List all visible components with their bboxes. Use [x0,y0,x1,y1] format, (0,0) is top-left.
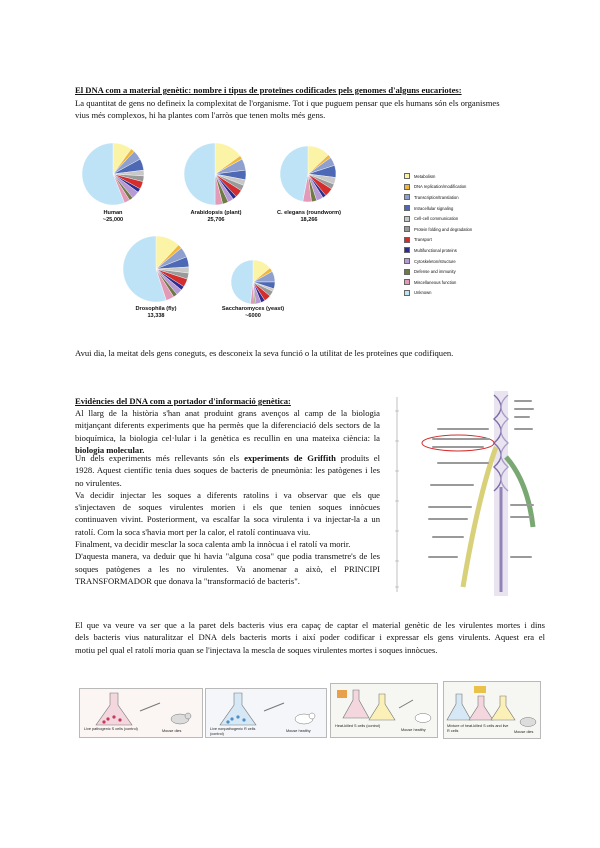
genome-name: Human [103,210,123,216]
section2-para3 [75,619,545,656]
legend-item [404,266,524,277]
legend-item [404,245,524,256]
section2-para2 [75,452,380,587]
legend-label: Transport [414,237,432,243]
section1-intro [75,97,540,122]
panel-caption: Live pathogenic S cells (control) [84,727,138,731]
legend-swatch [404,184,410,190]
para-line: no virulentes. [75,477,122,488]
griffith-term: experiments de Griffith [244,453,336,463]
pie-label-celegans [263,210,355,224]
para-line: Finalment, va decidir mesclar la soca calenta amb la innòcua i el ratolí va morir. [75,539,351,550]
gene-count: 13,338 [147,313,165,319]
legend-label: Transcription/translation [414,194,459,200]
pie-chart [82,143,144,205]
legend-label: DNA replication/modification [414,184,467,190]
gene-count: ~6000 [245,313,261,319]
genome-name: Saccharomyces (yeast) [221,306,285,312]
intro-line: vius més complexos, hi ha plantes com l'arròs que tenen molts més gens. [75,110,326,121]
genome-name: C. elegans (roundworm) [276,210,342,216]
para-line: soques patògenes a les no virulentes. Va anomenar a això, el PRINCIPI [75,563,380,574]
legend-swatch [404,194,410,200]
para-text: Un dels experiments més rellevants són els [75,453,245,463]
pie-slice [280,146,308,202]
genome-name: Drosophila (fly) [135,306,177,312]
legend-label: Unknown [414,290,432,296]
pie-label-saccharomyces [203,306,303,320]
legend-item [404,213,524,224]
legend-item [404,256,524,267]
pie-label-human [78,210,148,224]
pie-charts [75,138,405,330]
para-line: 1928. Aquest científic tenia dues soques de bacteris de pneumònia: les patògenes i les [75,465,380,476]
section1-closing: Avui dia, la meitat dels gens coneguts, es desconeix la seva funció o la utilitat de les proteïnes que codifiquen. [75,348,454,358]
pie-chart [184,143,246,205]
legend-label: Multifunctional proteins [414,247,457,253]
griffith-panel-2 [205,688,327,738]
legend-swatch [404,226,410,232]
pie-slice [231,260,253,304]
pie-chart [231,260,275,304]
para-line: Va decidir injectar les soques a diferents ratolins i va observar que els que [75,489,380,500]
genome-pie-figure [75,138,540,330]
legend-item [404,277,524,288]
panel-result: Mouse healthy [401,728,426,732]
intro-line: La quantitat de gens no defineix la complexitat de l'organisme. Tot i que puguem pensar que els humans són els organismes [75,98,500,108]
para-line: mitjançant diferents experiments que ha permès que la diferenciació dels sectors de la [75,420,380,431]
timeline-illustration [393,387,538,602]
legend-item [404,288,524,299]
legend-label: Cytoskeleton/structure [414,258,456,264]
panel-result: Mouse dies [162,729,182,733]
pie-legend [404,171,524,298]
pie-slice [184,143,215,205]
genome-name: Arabidopsis (plant) [190,210,242,216]
pie-chart [123,236,189,302]
legend-swatch [404,269,410,275]
para-bold-term: biologia molecular. [75,444,145,455]
para-line: TRANSFORMADOR que donava la "transformació de bacteris". [75,575,300,586]
gene-count: 18,266 [300,217,318,223]
section2-title: Evidències del DNA com a portador d'informació genètica: [75,396,291,406]
panel-result: Mouse dies [514,730,534,734]
legend-label: Miscellaneous function [414,279,457,285]
legend-item [404,171,524,182]
pie-label-drosophila [119,306,193,320]
legend-swatch [404,247,410,253]
griffith-panel-4 [443,681,541,739]
griffith-panel-1 [79,688,203,738]
gene-count: ~25,000 [102,217,124,223]
para-line: D'aquesta manera, va deduir que hi havia "alguna cosa" que podia transmetre's de les [75,551,380,562]
legend-swatch [404,205,410,211]
legend-label: Metabolism [414,173,436,179]
section1-title: El DNA com a material genètic: nombre i tipus de proteïnes codificades pels genomes d'alguns eucariotes: [75,85,462,95]
para-line: Al llarg de la història s'han anat produint grans avenços al camp de la biologia [75,408,380,418]
legend-label: Cell-cell communication [414,216,459,222]
legend-swatch [404,290,410,296]
legend-swatch [404,216,410,222]
para-line: motiu pel qual el ratolí moria quan se l'injectava la mescla de soques virulentes mortes i soques innòcues. [75,644,438,655]
para-line: continuaven vivint. Posteriorment, va escalfar la soca virulenta i va injectar-la a un [75,514,380,525]
griffith-panel-3 [330,683,438,738]
para-line: dels bacteris vius naturalitzar el DNA dels bacteris morts i així poder codificar i expressar els gens virulents. Aquest era el [75,632,545,643]
panel-caption: Live nonpathogenic R cells (control) [210,727,256,736]
para-line: El que va veure va ser que a la paret dels bacteris vius era capaç de captar el material genètic de les virulentes mortes i dins [75,620,545,630]
para-line: bioquímica, la biologia cel·lular i la genètica es recullin en una mateixa ciència: la [75,432,380,443]
legend-label: Protein folding and degradation [414,226,473,232]
legend-item [404,224,524,235]
para-line: ratolí. Com la soca s'havia mort per la calor, el ratolí continuava viu. [75,526,311,537]
para-text: produïts el [335,453,380,463]
legend-item [404,235,524,246]
legend-swatch [404,237,410,243]
panel-caption: Heat-killed S cells (control) [335,724,381,728]
molecular-biology-timeline-figure [393,387,538,602]
panel-result: Mouse healthy [286,729,311,733]
para-line [75,452,380,464]
legend-item [404,182,524,193]
pie-label-arabidopsis [173,210,259,224]
gene-count: 25,706 [207,217,225,223]
pie-chart [280,146,336,202]
legend-swatch [404,258,410,264]
para-line: s'injectaven de soques virulentes morien i els que tenien soques innòcues [75,502,380,513]
panel-caption: Mixture of heat-killed S cells and live R cells [447,724,509,733]
legend-label: Defense and immunity [414,269,456,275]
section2-para1 [75,407,380,456]
legend-swatch [404,279,410,285]
legend-label: Intracellular signaling [414,205,454,211]
legend-item [404,203,524,214]
legend-swatch [404,173,410,179]
legend-item [404,192,524,203]
